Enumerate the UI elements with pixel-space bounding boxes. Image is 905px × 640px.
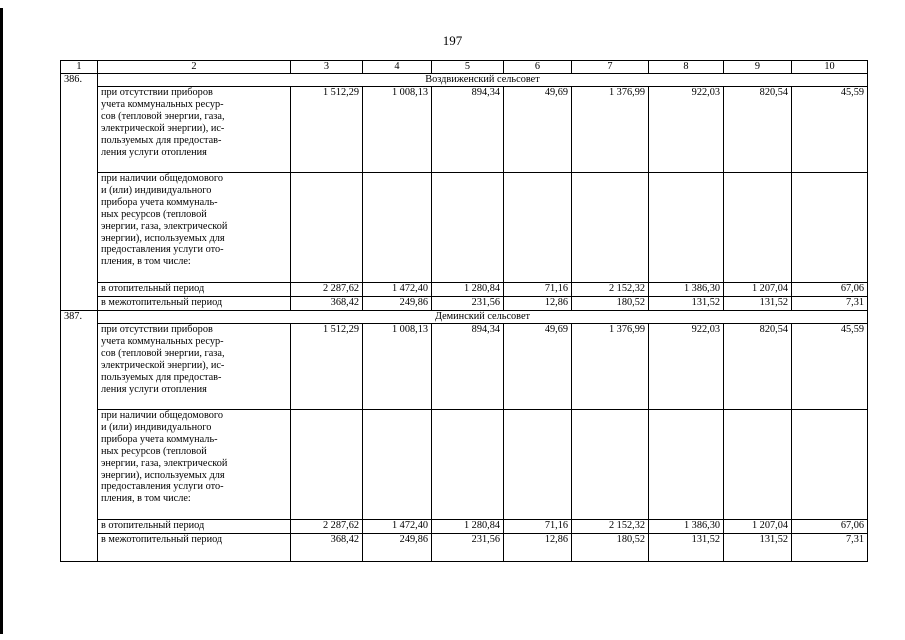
table-cell: 131,52 — [649, 534, 724, 562]
table-cell: 894,34 — [432, 324, 504, 410]
table-cell: 1 207,04 — [724, 520, 792, 534]
table-cell: 49,69 — [504, 87, 572, 173]
table-cell: 922,03 — [649, 87, 724, 173]
table-cell: 1 280,84 — [432, 283, 504, 297]
table-row — [61, 173, 868, 283]
table-cell: 7,31 — [792, 297, 868, 311]
column-header: 7 — [572, 61, 649, 74]
column-header: 3 — [291, 61, 363, 74]
table-cell: 820,54 — [724, 87, 792, 173]
table-cell: 231,56 — [432, 297, 504, 311]
table-cell: 249,86 — [363, 534, 432, 562]
table-row — [61, 534, 868, 562]
table-cell: 131,52 — [724, 534, 792, 562]
column-header: 6 — [504, 61, 572, 74]
table-row — [61, 283, 868, 297]
section-number: 386. — [61, 74, 98, 311]
table-cell: 1 008,13 — [363, 324, 432, 410]
table-row — [61, 324, 868, 410]
table-cell: 2 287,62 — [291, 283, 363, 297]
table-cell: 1 512,29 — [291, 324, 363, 410]
table-row — [61, 520, 868, 534]
column-header: 1 — [61, 61, 98, 74]
table-cell: 1 376,99 — [572, 324, 649, 410]
table-row — [61, 87, 868, 173]
table-cell: 1 386,30 — [649, 520, 724, 534]
section-name: Воздвиженский сельсовет — [98, 74, 868, 87]
table-cell: 180,52 — [572, 534, 649, 562]
table-cell: 71,16 — [504, 283, 572, 297]
table-cell: 180,52 — [572, 297, 649, 311]
table-cell: 45,59 — [792, 87, 868, 173]
table-cell: 231,56 — [432, 534, 504, 562]
table-cell: 12,86 — [504, 534, 572, 562]
page-number: 197 — [442, 33, 463, 48]
tariff-table — [60, 60, 868, 562]
table-cell: 131,52 — [724, 297, 792, 311]
table-cell: 1 280,84 — [432, 520, 504, 534]
table-cell: 67,06 — [792, 520, 868, 534]
table-cell: 1 472,40 — [363, 283, 432, 297]
section-title-row — [61, 311, 868, 324]
table-cell: 820,54 — [724, 324, 792, 410]
table-cell: 67,06 — [792, 283, 868, 297]
column-header: 5 — [432, 61, 504, 74]
table-cell: 2 152,32 — [572, 520, 649, 534]
row-label: в межотопительный период — [98, 297, 291, 311]
table-header-row — [61, 61, 868, 74]
column-header: 10 — [792, 61, 868, 74]
table-cell: 1 386,30 — [649, 283, 724, 297]
column-header: 9 — [724, 61, 792, 74]
table-cell: 45,59 — [792, 324, 868, 410]
row-label: в отопительный период — [98, 520, 291, 534]
page-edge-line — [0, 8, 3, 634]
section-title-row — [61, 74, 868, 87]
table-cell: 1 376,99 — [572, 87, 649, 173]
column-header: 4 — [363, 61, 432, 74]
row-description: при наличии общедомового и (или) индивидуального прибора учета коммуналь- ных ресурсов (тепловой энергии, газа, электрической энергии), используемых для предоставления услуги ото- пления, в том числе: — [98, 410, 291, 520]
row-label: в отопительный период — [98, 283, 291, 297]
column-header: 8 — [649, 61, 724, 74]
row-description: при отсутствии приборов учета коммунальных ресур- сов (тепловой энергии, газа, электрической энергии), ис- пользуемых для предостав- ления услуги отопления — [98, 324, 291, 410]
column-header: 2 — [98, 61, 291, 74]
table-cell: 368,42 — [291, 534, 363, 562]
table-cell: 1 207,04 — [724, 283, 792, 297]
table-cell: 368,42 — [291, 297, 363, 311]
table-cell: 7,31 — [792, 534, 868, 562]
table-cell: 1 472,40 — [363, 520, 432, 534]
section-name: Деминский сельсовет — [98, 311, 868, 324]
table-cell: 2 287,62 — [291, 520, 363, 534]
table-row — [61, 410, 868, 520]
table-cell: 1 512,29 — [291, 87, 363, 173]
table-cell: 131,52 — [649, 297, 724, 311]
row-description: при наличии общедомового и (или) индивидуального прибора учета коммуналь- ных ресурсов (тепловой энергии, газа, электрической энергии), используемых для предоставления услуги ото- пления, в том числе: — [98, 173, 291, 283]
table-cell: 922,03 — [649, 324, 724, 410]
row-description: при отсутствии приборов учета коммунальных ресур- сов (тепловой энергии, газа, электрической энергии), ис- пользуемых для предостав- ления услуги отопления — [98, 87, 291, 173]
table-cell: 249,86 — [363, 297, 432, 311]
table-row — [61, 297, 868, 311]
row-label: в межотопительный период — [98, 534, 291, 562]
table-cell: 71,16 — [504, 520, 572, 534]
section-number: 387. — [61, 311, 98, 562]
table-cell: 49,69 — [504, 324, 572, 410]
table-cell: 894,34 — [432, 87, 504, 173]
table-cell: 12,86 — [504, 297, 572, 311]
table-cell: 2 152,32 — [572, 283, 649, 297]
table-cell: 1 008,13 — [363, 87, 432, 173]
